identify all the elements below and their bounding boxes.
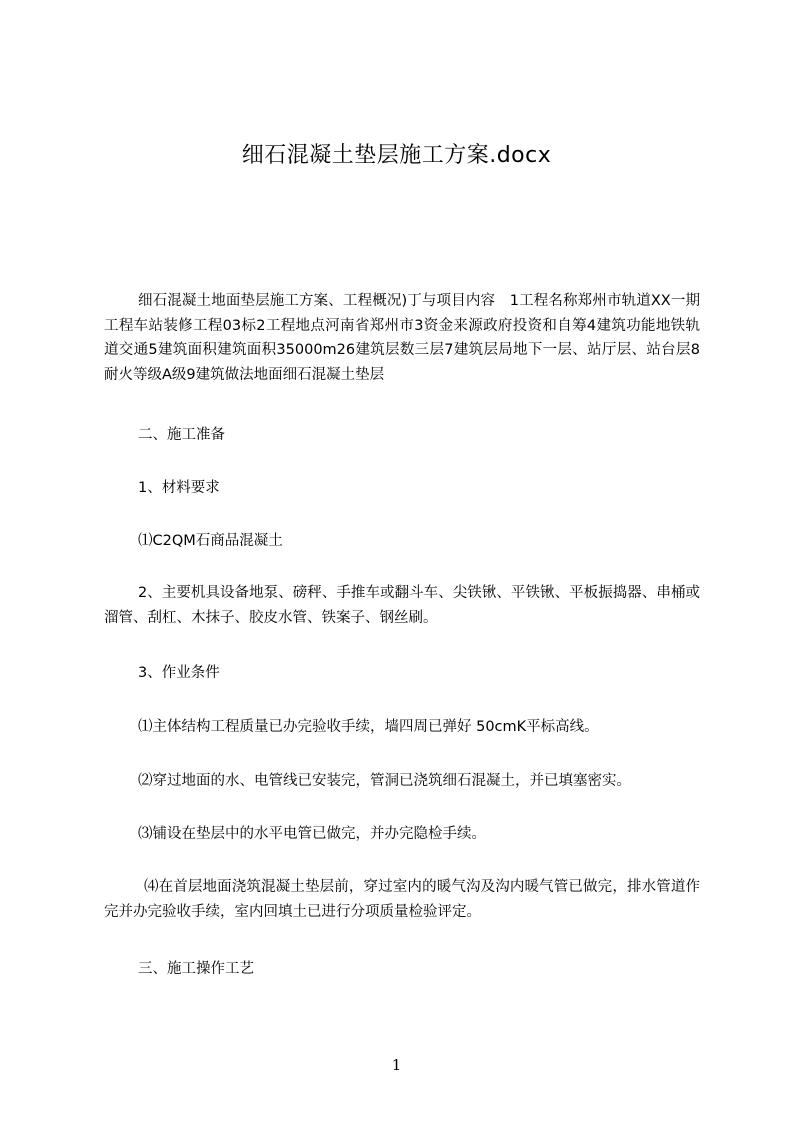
section-heading-process: 三、施工操作工艺 bbox=[138, 961, 254, 977]
section-heading-preparation: 二、施工准备 bbox=[138, 427, 225, 443]
condition-item: ⑵穿过地面的水、电管线已安装完，管洞已浇筑细石混凝土，并已填塞密实。 bbox=[138, 773, 631, 789]
page-number: 1 bbox=[391, 1056, 402, 1074]
tools-paragraph: 2、主要机具设备地泵、磅秤、手推车或翻斗车、尖铁锹、平铁锹、平板振捣器、串桶或溜管、刮杠、木抹子、胶皮水管、铁案子、钢丝刷。 bbox=[104, 585, 700, 626]
condition-item: ⑶铺设在垫层中的水平电管已做完，并办完隐检手续。 bbox=[138, 826, 486, 842]
condition-item: ⑷在首层地面浇筑混凝土垫层前，穿过室内的暖气沟及沟内暖气管已做完，排水管道作完并办完验收手续，室内回填土已进行分项质量检验评定。 bbox=[104, 879, 700, 920]
condition-item: ⑴主体结构工程质量已办完验收手续，墙四周已弹好 50cmK平标高线。 bbox=[138, 719, 599, 735]
document-title: 细石混凝土垫层施工方案.docx bbox=[241, 143, 552, 168]
intro-paragraph: 细石混凝土地面垫层施工方案、工程概况)丁与项目内容 1工程名称郑州市轨道XX一期工程车站装修工程03标2工程地点河南省郑州市3资金来源政府投资和自筹4建筑功能地铁轨道交通5建筑面积建筑面积35000m26建筑层数三层7建筑层局地下一层、站厅层、站台层8耐火等级A级9建筑做法地面细石混凝土垫层 bbox=[104, 293, 700, 383]
conditions-heading: 3、作业条件 bbox=[138, 665, 220, 681]
material-item: ⑴C2QM石商品混凝土 bbox=[138, 533, 283, 549]
materials-heading: 1、材料要求 bbox=[138, 480, 220, 496]
